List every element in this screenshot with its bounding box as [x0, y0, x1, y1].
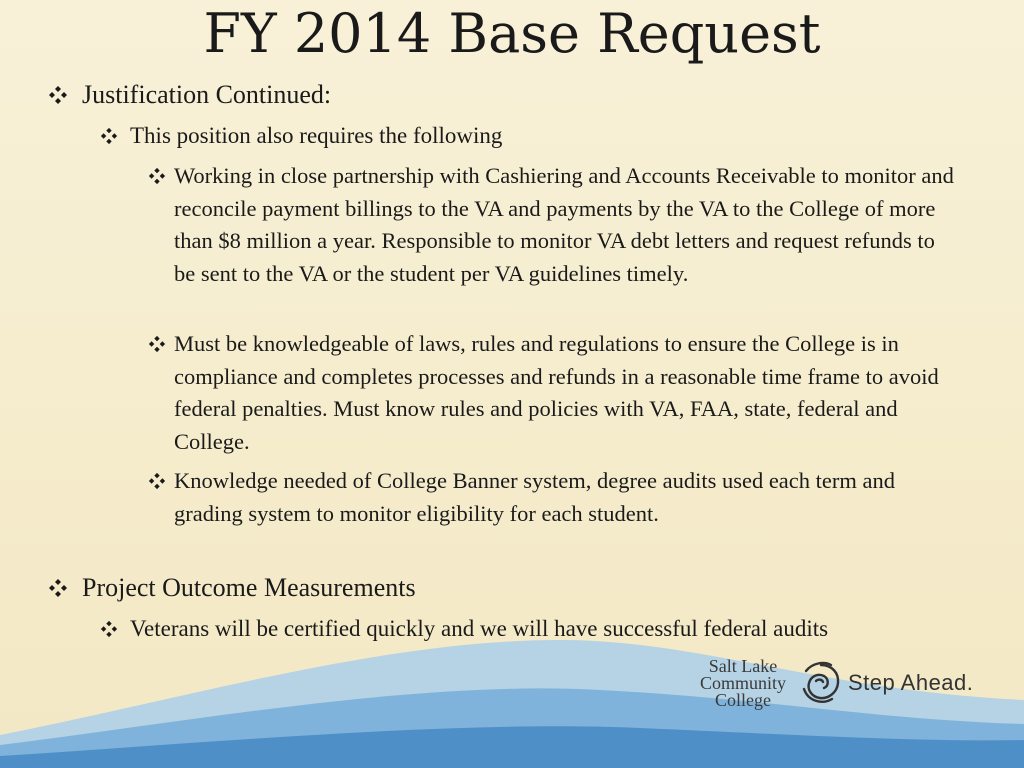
project-outcome-heading: Project Outcome Measurements	[82, 573, 416, 602]
diamond-bullet-icon	[148, 335, 170, 357]
diamond-bullet-icon	[148, 167, 170, 189]
bullet-veterans-certified	[100, 614, 900, 644]
diamond-bullet-icon	[148, 472, 170, 494]
college-logo	[690, 652, 990, 714]
detail-laws-rules	[148, 328, 958, 458]
justification-heading: Justification Continued:	[82, 80, 332, 109]
position-requires-text: This position also requires the following	[130, 123, 503, 148]
tagline: Step Ahead.	[848, 670, 974, 695]
detail-banner-system-text: Knowledge needed of College Banner system, degree audits used each term and grading system to monitor eligibility for each student.	[174, 468, 895, 526]
diamond-bullet-icon	[48, 578, 70, 600]
detail-banner-system	[148, 465, 958, 530]
slide-title: FY 2014 Base Request	[203, 2, 821, 65]
veterans-certified-text: Veterans will be certified quickly and we will have successful federal audits	[130, 616, 829, 641]
college-name	[690, 655, 796, 710]
college-name-line2: Community	[699, 672, 786, 693]
bullet-project-outcome	[48, 572, 948, 604]
college-name-line1: Salt Lake	[708, 655, 778, 676]
diamond-bullet-icon	[100, 127, 122, 149]
bullet-position-requires	[100, 121, 960, 151]
bullet-justification	[48, 79, 948, 111]
detail-laws-rules-text: Must be knowledgeable of laws, rules and regulations to ensure the College is in compliance and completes processes and refunds in a reasonable time frame to avoid federal penalties. Must know rules and policies with VA, FAA, state, federal and College.	[174, 331, 939, 454]
detail-cashiering-text: Working in close partnership with Cashiering and Accounts Receivable to monitor and reconcile payment billings to the VA and payments by the VA to the College of more than $8 million a year. Responsible to monitor VA debt letters and request refunds to be sent to the VA or the student per VA guidelines timely.	[174, 163, 954, 286]
swirl-emblem-icon	[798, 659, 844, 707]
diamond-bullet-icon	[100, 620, 122, 642]
diamond-bullet-icon	[48, 85, 70, 107]
detail-cashiering	[148, 160, 958, 290]
college-name-line3: College	[715, 689, 771, 710]
